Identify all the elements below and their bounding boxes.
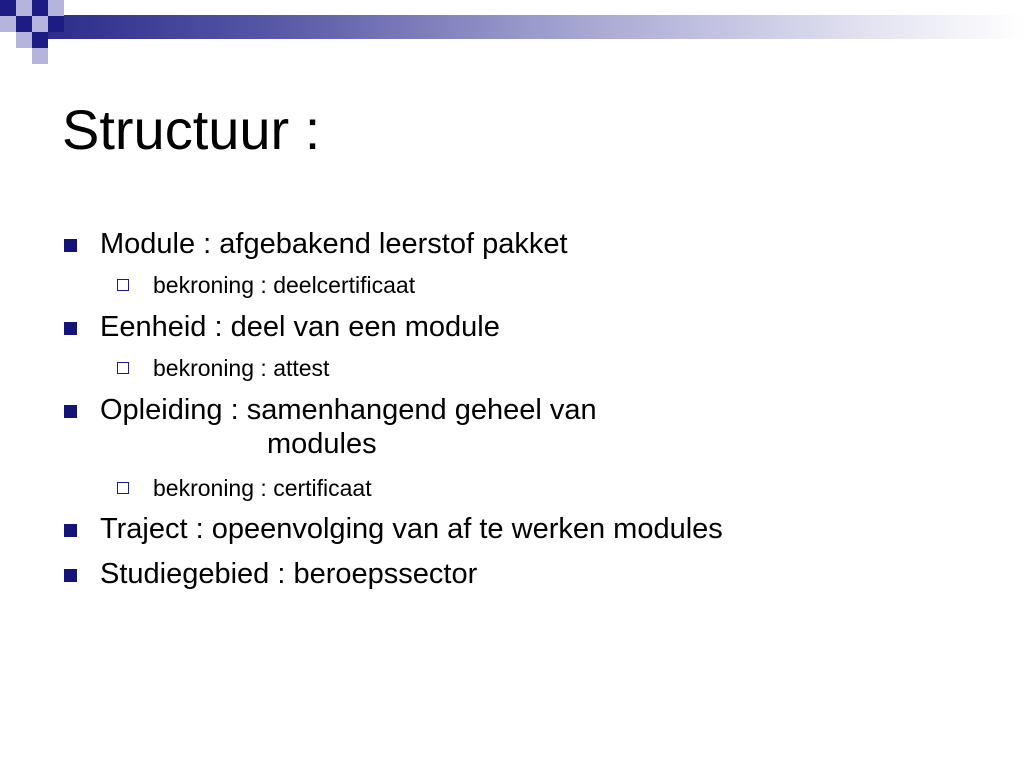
hollow-square-bullet-icon: [117, 362, 129, 374]
list-item-text: bekroning : certificaat: [153, 475, 372, 501]
filled-square-bullet-icon: [64, 239, 77, 252]
list-item-text: bekroning : attest: [153, 355, 330, 381]
hollow-square-bullet-icon: [117, 279, 129, 291]
list-item: [100, 310, 500, 344]
list-item: [100, 393, 597, 461]
list-item-text: bekroning : deelcertificaat: [153, 272, 416, 298]
filled-square-bullet-icon: [64, 569, 77, 582]
filled-square-bullet-icon: [64, 322, 77, 335]
list-item-text: Studiegebied : beroepssector: [100, 558, 478, 590]
list-item: [153, 271, 415, 299]
list-item: [100, 512, 723, 546]
list-item-continuation: modules: [267, 428, 377, 460]
list-item-text: Eenheid : deel van een module: [100, 311, 500, 343]
hollow-square-bullet-icon: [117, 482, 129, 494]
slide-title: Structuur :: [62, 98, 321, 161]
list-item: [100, 557, 477, 591]
list-item-text: Opleiding : samenhangend geheel van: [100, 394, 597, 426]
filled-square-bullet-icon: [64, 405, 77, 418]
list-item-text: Module : afgebakend leerstof pakket: [100, 228, 568, 260]
list-item: [100, 227, 568, 261]
filled-square-bullet-icon: [64, 524, 77, 537]
list-item: [153, 474, 372, 502]
list-item: [153, 354, 329, 382]
list-item-text: Traject : opeenvolging van af te werken modules: [100, 513, 723, 545]
